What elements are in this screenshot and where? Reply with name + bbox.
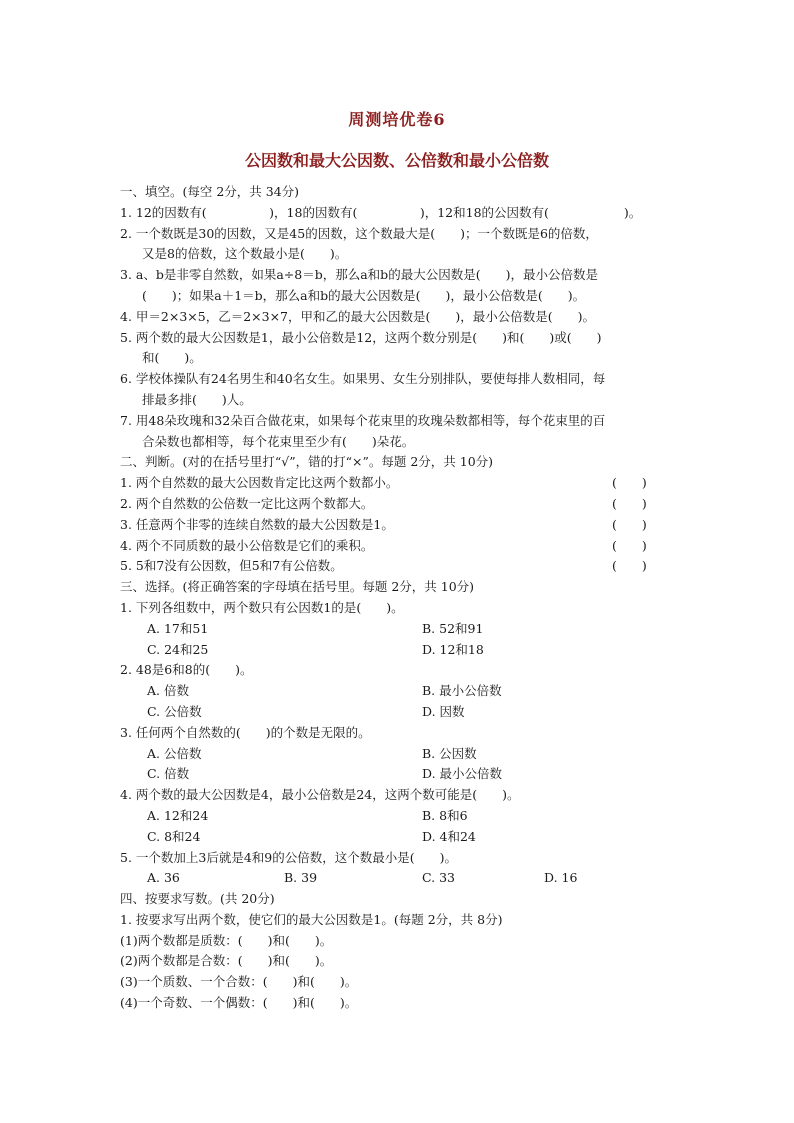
- judge-text: 5. 5和7没有公因数，但5和7有公倍数。: [120, 558, 343, 574]
- fill-question-6: 6. 学校体操队有24名男生和40名女生。如果男、女生分别排队，要使每排人数相同，每: [120, 371, 606, 387]
- write-item: (4)一个奇数、一个偶数：( )和( )。: [120, 995, 358, 1011]
- fill-question-5: 5. 两个数的最大公因数是1，最小公倍数是12，这两个数分别是( )和( )或( ): [120, 329, 602, 345]
- option-c: C. 倍数: [147, 766, 190, 782]
- fill-question-6-cont: 排最多排( )人。: [142, 391, 252, 407]
- fill-question-3-cont: ( )；如果a＋1＝b，那么a和b的最大公因数是( )，最小公倍数是( )。: [142, 287, 586, 303]
- option-b: B. 52和91: [422, 620, 484, 636]
- fill-question-4: 4. 甲＝2×3×5，乙＝2×3×7，甲和乙的最大公因数是( )，最小公倍数是( )。: [120, 308, 596, 324]
- judge-item: [120, 473, 680, 494]
- choice-question-1: 1. 下列各组数中，两个数只有公因数1的是( )。: [120, 599, 404, 615]
- fill-question-7-cont: 合朵数也都相等，每个花束里至少有( )朵花。: [142, 433, 415, 449]
- worksheet-content: [120, 182, 680, 1014]
- option-c: C. 公倍数: [147, 703, 202, 719]
- judge-text: 3. 任意两个非零的连续自然数的最大公因数是1。: [120, 516, 394, 532]
- option-b: B. 39: [284, 870, 318, 886]
- judge-text: 4. 两个不同质数的最小公倍数是它们的乘积。: [120, 537, 374, 553]
- option-b: B. 8和6: [422, 807, 468, 823]
- answer-parentheses: ( ): [612, 516, 647, 532]
- answer-parentheses: ( ): [612, 495, 647, 511]
- choice-options-row: [120, 764, 680, 785]
- fill-question-2-cont: 又是8的倍数，这个数最小是( )。: [142, 246, 348, 262]
- choice-question-5: 5. 一个数加上3后就是4和9的公倍数，这个数最小是( )。: [120, 849, 458, 865]
- judge-item: [120, 536, 680, 557]
- judge-item: [120, 494, 680, 515]
- option-c: C. 24和25: [147, 641, 209, 657]
- choice-options-row: [120, 702, 680, 723]
- option-c: C. 8和24: [147, 828, 201, 844]
- worksheet-title: 周测培优卷6: [348, 110, 446, 129]
- write-question-1: 1. 按要求写出两个数，使它们的最大公因数是1。(每题 2分，共 8分): [120, 911, 503, 927]
- judge-text: 2. 两个自然数的公倍数一定比这两个数都大。: [120, 495, 374, 511]
- option-b: B. 公因数: [422, 745, 477, 761]
- option-b: B. 最小公倍数: [422, 683, 502, 699]
- option-d: D. 4和24: [422, 828, 476, 844]
- option-d: D. 12和18: [422, 641, 484, 657]
- judge-item: [120, 556, 680, 577]
- fill-question-1: 1. 12的因数有( )，18的因数有( )，12和18的公因数有( )。: [120, 204, 642, 220]
- option-a: A. 倍数: [147, 683, 189, 699]
- choice-options-row: [120, 640, 680, 661]
- choice-options-row: [120, 681, 680, 702]
- option-a: A. 36: [147, 870, 180, 886]
- fill-question-7: 7. 用48朵玫瑰和32朵百合做花束，如果每个花束里的玫瑰朵数都相等，每个花束里的百: [120, 412, 606, 428]
- judge-text: 1. 两个自然数的最大公因数肯定比这两个数都小。: [120, 475, 399, 491]
- choice-options-row: [120, 806, 680, 827]
- section-2-heading: 二、判断。(对的在括号里打“√”，错的打“×”。每题 2分，共 10分): [120, 454, 494, 470]
- choice-question-4: 4. 两个数的最大公因数是4，最小公倍数是24，这两个数可能是( )。: [120, 787, 520, 803]
- judge-item: [120, 515, 680, 536]
- answer-parentheses: ( ): [612, 558, 647, 574]
- choice-options-row: [120, 868, 680, 889]
- section-1-heading: 一、填空。(每空 2分，共 34分): [120, 184, 300, 199]
- worksheet-subtitle: 公因数和最大公因数、公倍数和最小公倍数: [244, 151, 549, 170]
- choice-question-2: 2. 48是6和8的( )。: [120, 662, 253, 678]
- write-item: (1)两个数都是质数：( )和( )。: [120, 932, 333, 948]
- option-a: A. 17和51: [147, 620, 209, 636]
- answer-parentheses: ( ): [612, 475, 647, 491]
- option-d: D. 因数: [422, 703, 465, 719]
- choice-options-row: [120, 744, 680, 765]
- write-item: (2)两个数都是合数：( )和( )。: [120, 953, 333, 969]
- answer-parentheses: ( ): [612, 537, 647, 553]
- option-d: D. 16: [544, 870, 578, 886]
- section-3-heading: 三、选择。(将正确答案的字母填在括号里。每题 2分，共 10分): [120, 579, 475, 595]
- option-a: A. 公倍数: [147, 745, 202, 761]
- fill-question-2: 2. 一个数既是30的因数，又是45的因数，这个数最大是( )；一个数既是6的倍数，: [120, 225, 598, 241]
- option-c: C. 33: [422, 870, 455, 886]
- choice-options-row: [120, 827, 680, 848]
- fill-question-5-cont: 和( )。: [142, 350, 202, 366]
- fill-question-3: 3. a、b是非零自然数，如果a÷8＝b，那么a和b的最大公因数是( )，最小公倍数是: [120, 267, 598, 283]
- option-d: D. 最小公倍数: [422, 766, 503, 782]
- write-item: (3)一个质数、一个合数：( )和( )。: [120, 974, 358, 990]
- choice-question-3: 3. 任何两个自然数的( )的个数是无限的。: [120, 724, 371, 740]
- choice-options-row: [120, 619, 680, 640]
- section-4-heading: 四、按要求写数。(共 20分): [120, 891, 275, 907]
- option-a: A. 12和24: [147, 807, 209, 823]
